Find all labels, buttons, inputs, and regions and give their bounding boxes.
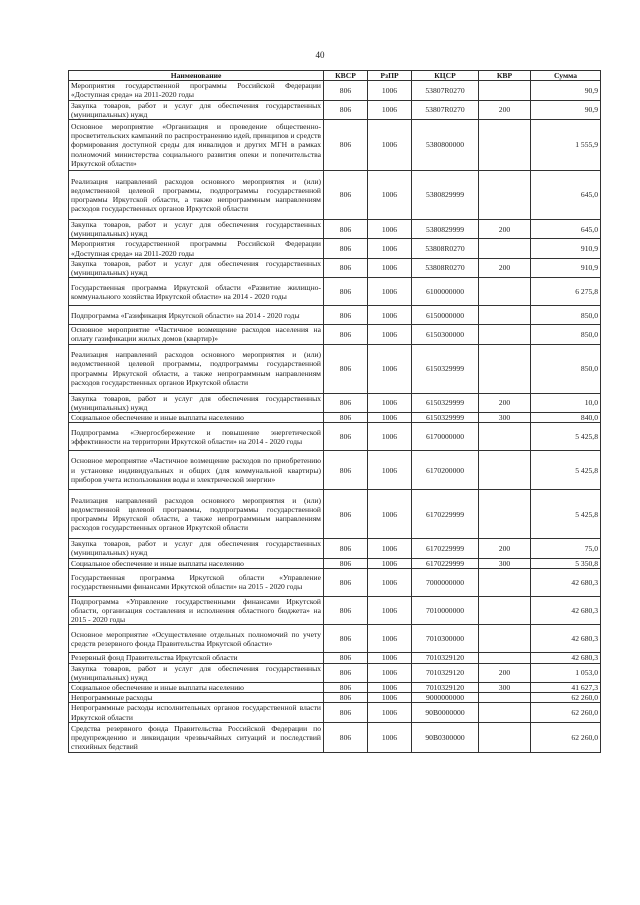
row-name-cell: Мероприятия государственной программы Российской Федерации «Доступная среда» на 2011-2020 годы [69, 81, 324, 100]
row-name-cell: Резервный фонд Правительства Иркутской области [69, 653, 324, 663]
row-rzpr-cell: 1006 [368, 325, 412, 344]
row-sum-cell: 90,9 [531, 81, 601, 100]
row-kcsr-cell: 53807R0270 [412, 81, 479, 100]
row-rzpr-cell: 1006 [368, 703, 412, 722]
row-kvr-cell [479, 120, 531, 171]
header-kcsr: КЦСР [412, 71, 479, 81]
row-name-cell: Основное мероприятие «Осуществление отдельных полномочий по учету средств резервного фонда Правительства Иркутской области» [69, 625, 324, 653]
table-row [69, 171, 601, 220]
row-sum-cell: 840,0 [531, 413, 601, 423]
row-kvsr-cell: 806 [324, 653, 368, 663]
row-kvsr-cell: 806 [324, 703, 368, 722]
row-rzpr-cell: 1006 [368, 220, 412, 239]
row-kvr-cell: 200 [479, 663, 531, 682]
row-kcsr-cell: 90В0300000 [412, 722, 479, 752]
row-name-cell: Закупка товаров, работ и услуг для обеспечения государственных (муниципальных) нужд [69, 539, 324, 558]
row-rzpr-cell: 1006 [368, 423, 412, 451]
table-row [69, 625, 601, 653]
row-name-cell: Государственная программа Иркутской области «Развитие жилищно-коммунального хозяйства Иркутской области» на 2014 - 2020 годы [69, 278, 324, 306]
table-row [69, 258, 601, 277]
row-sum-cell: 62 260,0 [531, 722, 601, 752]
row-kvr-cell [479, 568, 531, 596]
header-kvsr: КВСР [324, 71, 368, 81]
row-kvsr-cell: 806 [324, 393, 368, 412]
row-kcsr-cell: 7010329120 [412, 653, 479, 663]
row-name-cell: Непрограммные расходы исполнительных органов государственной власти Иркутской области [69, 703, 324, 722]
row-sum-cell: 1 053,0 [531, 663, 601, 682]
row-sum-cell: 1 555,9 [531, 120, 601, 171]
row-kcsr-cell: 53808R0270 [412, 258, 479, 277]
table-row [69, 568, 601, 596]
row-kcsr-cell: 7010000000 [412, 596, 479, 625]
row-sum-cell: 910,9 [531, 239, 601, 258]
row-sum-cell: 42 680,3 [531, 596, 601, 625]
table-row [69, 120, 601, 171]
row-kvr-cell: 200 [479, 393, 531, 412]
row-kvr-cell [479, 625, 531, 653]
row-kvr-cell [479, 490, 531, 539]
row-kvsr-cell: 806 [324, 278, 368, 306]
row-sum-cell: 62 260,0 [531, 703, 601, 722]
row-name-cell: Непрограммные расходы [69, 693, 324, 703]
row-kcsr-cell: 6150329999 [412, 413, 479, 423]
row-kcsr-cell: 53808R0270 [412, 239, 479, 258]
row-kcsr-cell: 6170000000 [412, 423, 479, 451]
row-name-cell: Подпрограмма «Управление государственными финансами Иркутской области, организация составления и исполнения областного бюджета» на 2015 - 2020 годы [69, 596, 324, 625]
row-rzpr-cell: 1006 [368, 490, 412, 539]
row-kvsr-cell: 806 [324, 596, 368, 625]
row-name-cell: Реализация направлений расходов основного мероприятия и (или) ведомственной целевой программы, подпрограммы государственной программы Иркутской области, а также непрограммным направлениям расходов государственных органов Иркутской области [69, 171, 324, 220]
row-kvsr-cell: 806 [324, 413, 368, 423]
row-sum-cell: 5 425,8 [531, 423, 601, 451]
row-rzpr-cell: 1006 [368, 100, 412, 119]
row-name-cell: Реализация направлений расходов основного мероприятия и (или) ведомственной целевой программы, подпрограммы государственной программы Иркутской области, а также непрограммным направлениям расходов государственных органов Иркутской области [69, 344, 324, 393]
row-kvr-cell [479, 693, 531, 703]
table-row [69, 220, 601, 239]
row-kvsr-cell: 806 [324, 693, 368, 703]
row-kcsr-cell: 9000000000 [412, 693, 479, 703]
header-name: Наименование [69, 71, 324, 81]
row-sum-cell: 5 425,8 [531, 451, 601, 490]
row-name-cell: Закупка товаров, работ и услуг для обеспечения государственных (муниципальных) нужд [69, 393, 324, 412]
row-rzpr-cell: 1006 [368, 278, 412, 306]
row-name-cell: Социальное обеспечение и иные выплаты населению [69, 558, 324, 568]
row-kcsr-cell: 5380829999 [412, 171, 479, 220]
row-name-cell: Закупка товаров, работ и услуг для обеспечения государственных (муниципальных) нужд [69, 663, 324, 682]
row-kvsr-cell: 806 [324, 325, 368, 344]
row-kvsr-cell: 806 [324, 344, 368, 393]
row-kvsr-cell: 806 [324, 239, 368, 258]
row-rzpr-cell: 1006 [368, 539, 412, 558]
row-name-cell: Реализация направлений расходов основного мероприятия и (или) ведомственной целевой программы, подпрограммы государственной программы Иркутской области, а также непрограммным направлениям расходов государственных органов Иркутской области [69, 490, 324, 539]
row-kcsr-cell: 6100000000 [412, 278, 479, 306]
row-rzpr-cell: 1006 [368, 258, 412, 277]
row-sum-cell: 75,0 [531, 539, 601, 558]
table-row [69, 239, 601, 258]
row-kcsr-cell: 6170229999 [412, 490, 479, 539]
row-kcsr-cell: 6170200000 [412, 451, 479, 490]
row-sum-cell: 90,9 [531, 100, 601, 119]
row-kvr-cell [479, 344, 531, 393]
header-kvr: КВР [479, 71, 531, 81]
row-kcsr-cell: 6150000000 [412, 306, 479, 325]
row-kcsr-cell: 6150329999 [412, 344, 479, 393]
row-kcsr-cell: 5380800000 [412, 120, 479, 171]
table-row [69, 683, 601, 693]
row-kvr-cell [479, 653, 531, 663]
row-sum-cell: 850,0 [531, 344, 601, 393]
row-kvsr-cell: 806 [324, 423, 368, 451]
row-kvsr-cell: 806 [324, 539, 368, 558]
row-rzpr-cell: 1006 [368, 171, 412, 220]
row-kcsr-cell: 6170229999 [412, 558, 479, 568]
row-kvsr-cell: 806 [324, 490, 368, 539]
row-sum-cell: 5 350,8 [531, 558, 601, 568]
table-row [69, 393, 601, 412]
row-kvr-cell: 200 [479, 220, 531, 239]
row-kvsr-cell: 806 [324, 722, 368, 752]
row-name-cell: Основное мероприятие «Организация и проведение общественно-просветительских кампаний по распространению идей, принципов и средств формирования доступной среды для инвалидов и других МГН в рамках полномочий министерства социального развития опеки и попечительства Иркутской области» [69, 120, 324, 171]
row-name-cell: Социальное обеспечение и иные выплаты населению [69, 413, 324, 423]
row-name-cell: Государственная программа Иркутской области «Управление государственными финансами Иркутской области» на 2015 - 2020 годы [69, 568, 324, 596]
row-kcsr-cell: 5380829999 [412, 220, 479, 239]
table-row [69, 539, 601, 558]
row-name-cell: Закупка товаров, работ и услуг для обеспечения государственных (муниципальных) нужд [69, 100, 324, 119]
row-sum-cell: 645,0 [531, 220, 601, 239]
row-kvsr-cell: 806 [324, 100, 368, 119]
row-rzpr-cell: 1006 [368, 558, 412, 568]
row-kvsr-cell: 806 [324, 258, 368, 277]
row-rzpr-cell: 1006 [368, 653, 412, 663]
row-kcsr-cell: 6150329999 [412, 393, 479, 412]
row-kvr-cell [479, 703, 531, 722]
row-kvr-cell [479, 325, 531, 344]
table-header-row [69, 71, 601, 81]
row-rzpr-cell: 1006 [368, 306, 412, 325]
row-name-cell: Основное мероприятие «Частичное возмещение расходов населения на оплату газификации жилых домов (квартир)» [69, 325, 324, 344]
table-row [69, 423, 601, 451]
table-row [69, 100, 601, 119]
row-kvsr-cell: 806 [324, 220, 368, 239]
row-sum-cell: 42 680,3 [531, 653, 601, 663]
budget-table [68, 70, 601, 753]
row-kvr-cell [479, 722, 531, 752]
table-row [69, 653, 601, 663]
row-kvsr-cell: 806 [324, 568, 368, 596]
row-kcsr-cell: 7000000000 [412, 568, 479, 596]
row-kvr-cell: 200 [479, 539, 531, 558]
row-kvsr-cell: 806 [324, 451, 368, 490]
row-kvr-cell [479, 306, 531, 325]
row-rzpr-cell: 1006 [368, 451, 412, 490]
table-row [69, 81, 601, 100]
row-kvsr-cell: 806 [324, 306, 368, 325]
table-row [69, 722, 601, 752]
table-row [69, 558, 601, 568]
row-rzpr-cell: 1006 [368, 722, 412, 752]
row-kvr-cell: 200 [479, 258, 531, 277]
row-kvr-cell [479, 81, 531, 100]
row-rzpr-cell: 1006 [368, 663, 412, 682]
row-kvr-cell [479, 239, 531, 258]
table-row [69, 278, 601, 306]
row-kvsr-cell: 806 [324, 663, 368, 682]
row-rzpr-cell: 1006 [368, 693, 412, 703]
row-name-cell: Средства резервного фонда Правительства Российской Федерации по предупреждению и ликвидации чрезвычайных ситуаций и последствий стихийных бедствий [69, 722, 324, 752]
row-kvr-cell: 300 [479, 558, 531, 568]
row-sum-cell: 10,0 [531, 393, 601, 412]
row-kvr-cell: 300 [479, 413, 531, 423]
row-kvr-cell [479, 596, 531, 625]
header-rzpr: РзПР [368, 71, 412, 81]
page-number: 40 [315, 50, 325, 60]
row-sum-cell: 42 680,3 [531, 568, 601, 596]
table-row [69, 596, 601, 625]
row-kvsr-cell: 806 [324, 683, 368, 693]
row-rzpr-cell: 1006 [368, 568, 412, 596]
row-sum-cell: 645,0 [531, 171, 601, 220]
row-kvr-cell [479, 171, 531, 220]
table-row [69, 490, 601, 539]
row-kvsr-cell: 806 [324, 120, 368, 171]
row-name-cell: Закупка товаров, работ и услуг для обеспечения государственных (муниципальных) нужд [69, 220, 324, 239]
row-sum-cell: 850,0 [531, 325, 601, 344]
row-name-cell: Основное мероприятие «Частичное возмещение расходов по приобретению и установке индивидуальных и общих (для коммунальной квартиры) приборов учета использования воды и электрической энергии» [69, 451, 324, 490]
row-rzpr-cell: 1006 [368, 239, 412, 258]
row-sum-cell: 41 627,3 [531, 683, 601, 693]
row-kvsr-cell: 806 [324, 171, 368, 220]
table-row [69, 451, 601, 490]
row-kvr-cell [479, 278, 531, 306]
row-rzpr-cell: 1006 [368, 120, 412, 171]
row-kcsr-cell: 7010300000 [412, 625, 479, 653]
row-kvsr-cell: 806 [324, 625, 368, 653]
row-sum-cell: 6 275,8 [531, 278, 601, 306]
row-kcsr-cell: 53807R0270 [412, 100, 479, 119]
row-name-cell: Закупка товаров, работ и услуг для обеспечения государственных (муниципальных) нужд [69, 258, 324, 277]
row-rzpr-cell: 1006 [368, 625, 412, 653]
row-rzpr-cell: 1006 [368, 81, 412, 100]
row-kvsr-cell: 806 [324, 558, 368, 568]
row-rzpr-cell: 1006 [368, 413, 412, 423]
row-sum-cell: 850,0 [531, 306, 601, 325]
row-name-cell: Мероприятия государственной программы Российской Федерации «Доступная среда» на 2011-2020 годы [69, 239, 324, 258]
row-kvr-cell [479, 451, 531, 490]
row-name-cell: Подпрограмма «Газификация Иркутской области» на 2014 - 2020 годы [69, 306, 324, 325]
row-sum-cell: 62 260,0 [531, 693, 601, 703]
row-rzpr-cell: 1006 [368, 683, 412, 693]
row-sum-cell: 910,9 [531, 258, 601, 277]
row-rzpr-cell: 1006 [368, 596, 412, 625]
row-sum-cell: 5 425,8 [531, 490, 601, 539]
row-kcsr-cell: 7010329120 [412, 663, 479, 682]
header-sum: Сумма [531, 71, 601, 81]
table-row [69, 344, 601, 393]
table-row [69, 306, 601, 325]
row-name-cell: Социальное обеспечение и иные выплаты населению [69, 683, 324, 693]
table-row [69, 325, 601, 344]
row-kvr-cell: 200 [479, 100, 531, 119]
row-name-cell: Подпрограмма «Энергосбережение и повышение энергетической эффективности на территории Иркутской области» на 2014 - 2020 годы [69, 423, 324, 451]
row-kcsr-cell: 6170229999 [412, 539, 479, 558]
row-rzpr-cell: 1006 [368, 393, 412, 412]
table-row [69, 413, 601, 423]
table-row [69, 663, 601, 682]
row-rzpr-cell: 1006 [368, 344, 412, 393]
row-sum-cell: 42 680,3 [531, 625, 601, 653]
row-kvr-cell: 300 [479, 683, 531, 693]
row-kcsr-cell: 7010329120 [412, 683, 479, 693]
row-kvr-cell [479, 423, 531, 451]
row-kcsr-cell: 6150300000 [412, 325, 479, 344]
table-row [69, 693, 601, 703]
row-kcsr-cell: 90В0000000 [412, 703, 479, 722]
row-kvsr-cell: 806 [324, 81, 368, 100]
table-row [69, 703, 601, 722]
